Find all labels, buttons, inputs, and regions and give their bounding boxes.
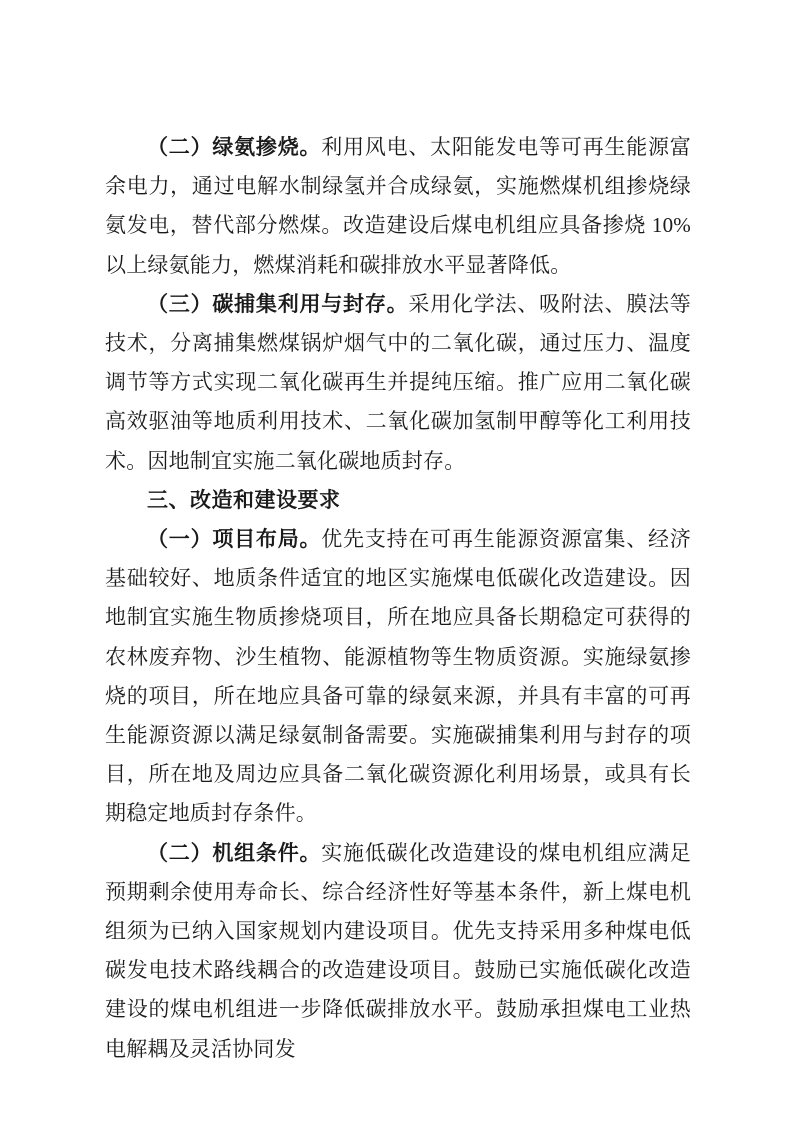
paragraph-text: 利用风电、太阳能发电等可再生能源富余电力，通过电解水制绿氢并合成绿氨，实施燃煤机组掺烧绿氨发电，替代部分燃煤。改造建设后煤电机组应具备掺烧 10%以上绿氨能力，燃煤消耗和碳排放水平显著降低。 [105,135,691,277]
paragraph-lead: （一）项目布局。 [147,527,322,552]
paragraph-green-ammonia-cofiring [105,128,691,285]
paragraph-text: 优先支持在可再生能源资源富集、经济基础较好、地质条件适宜的地区实施煤电低碳化改造建设。因地制宜实施生物质掺烧项目，所在地应具备长期稳定可获得的农林废弃物、沙生植物、能源植物等生物质资源。实施绿氨掺烧的项目，所在地应具备可靠的绿氨来源，并具有丰富的可再生能源资源以满足绿氨制备需要。实施碳捕集利用与封存的项目，所在地及周边应具备二氧化碳资源化利用场景，或具有长期稳定地质封存条件。 [105,527,691,826]
paragraph-project-layout [105,520,691,834]
paragraph-lead: （二）绿氨掺烧。 [147,135,322,159]
paragraph-text: 采用化学法、吸附法、膜法等技术，分离捕集燃煤锅炉烟气中的二氧化碳，通过压力、温度调节等方式实现二氧化碳再生并提纯压缩。推广应用二氧化碳高效驱油等地质利用技术、二氧化碳加氢制甲醇等化工利用技术。因地制宜实施二氧化碳地质封存。 [105,291,691,473]
paragraph-unit-conditions [105,834,691,1069]
section-heading-retrofit-requirements: 三、改造和建设要求 [147,488,341,512]
paragraph-lead: （三）碳捕集利用与封存。 [147,291,409,316]
paragraph-text: 实施低碳化改造建设的煤电机组应满足预期剩余使用寿命长、综合经济性好等基本条件，新上煤电机组须为已纳入国家规划内建设项目。优先支持采用多种煤电低碳发电技术路线耦合的改造建设项目。鼓励已实施低碳化改造建设的煤电机组进一步降低碳排放水平。鼓励承担煤电工业热电解耦及灵活协同发 [105,840,691,1061]
paragraph-lead: （二）机组条件。 [147,840,322,865]
paragraph-carbon-capture [105,285,691,481]
document-body [105,128,691,1069]
